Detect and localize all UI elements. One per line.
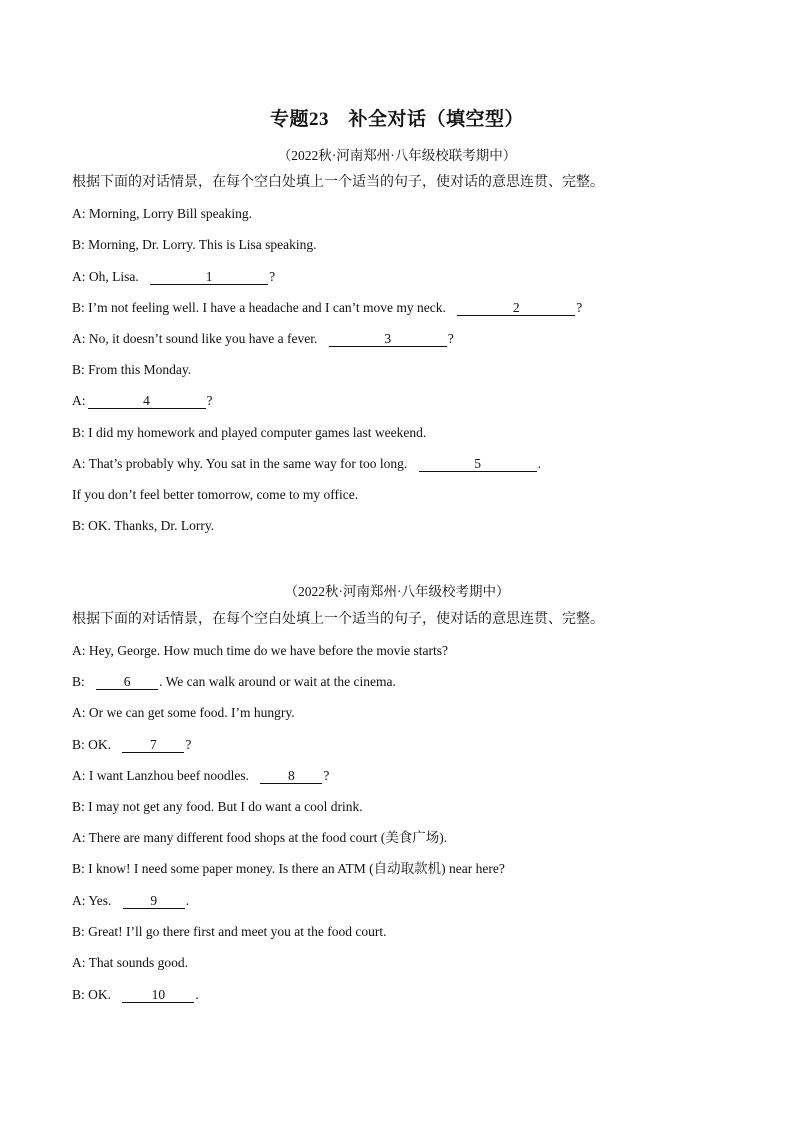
dialogue-line: A: Morning, Lorry Bill speaking. — [72, 206, 252, 221]
dialogue-line: A: Or we can get some food. I’m hungry. — [72, 705, 295, 720]
line-text: ? — [576, 300, 583, 315]
line-text: A: Oh, Lisa. — [72, 269, 143, 284]
dialogue-line — [72, 892, 189, 910]
page-title: 专题23 补全对话（填空型） — [269, 109, 524, 130]
line-text: A: No, it doesn’t sound like you have a fever. — [72, 331, 321, 346]
line-text: A: — [72, 393, 86, 408]
line-text: A: That’s probably why. You sat in the same way for too long. — [72, 456, 411, 471]
answer-blank-10[interactable]: 10 — [122, 987, 194, 1003]
line-text: ? — [269, 269, 276, 284]
section-1-source: （2022秋·河南郑州·八年级校联考期中） — [277, 148, 517, 163]
dialogue-line: B: From this Monday. — [72, 362, 192, 377]
line-text: B: OK. — [72, 737, 115, 752]
dialogue-line — [72, 455, 541, 473]
line-text: . — [185, 893, 190, 908]
section-1-instruction: 根据下面的对话情景，在每个空白处填上一个适当的句子，使对话的意思连贯、完整。 — [72, 175, 604, 190]
line-text: ? — [447, 331, 454, 346]
dialogue-line: B: Morning, Dr. Lorry. This is Lisa speaking. — [72, 237, 317, 252]
dialogue-line: B: Great! I’ll go there first and meet you at the food court. — [72, 924, 387, 939]
dialogue-line — [72, 736, 191, 754]
answer-blank-5[interactable]: 5 — [419, 456, 537, 472]
line-text: . We can walk around or wait at the cinema. — [159, 674, 396, 689]
dialogue-line — [72, 673, 396, 691]
dialogue-line: B: OK. Thanks, Dr. Lorry. — [72, 518, 215, 533]
section-2-instruction: 根据下面的对话情景，在每个空白处填上一个适当的句子，使对话的意思连贯、完整。 — [72, 612, 604, 627]
dialogue-line: A: There are many different food shops at the food court (美食广场). — [72, 830, 448, 845]
answer-blank-9[interactable]: 9 — [123, 893, 185, 909]
dialogue-line: B: I may not get any food. But I do want a cool drink. — [72, 799, 363, 814]
dialogue-line — [72, 767, 329, 785]
dialogue-line: A: That sounds good. — [72, 955, 189, 970]
answer-blank-3[interactable]: 3 — [329, 331, 447, 347]
line-text: ? — [323, 768, 330, 783]
answer-blank-1[interactable]: 1 — [150, 269, 268, 285]
line-text: B: OK. — [72, 987, 115, 1002]
line-text: A: Yes. — [72, 893, 115, 908]
dialogue-line — [72, 330, 454, 348]
dialogue-line: A: Hey, George. How much time do we have before the movie starts? — [72, 643, 449, 658]
dialogue-line — [72, 392, 213, 410]
line-text: ? — [206, 393, 213, 408]
dialogue-line — [72, 986, 199, 1004]
answer-blank-8[interactable]: 8 — [260, 768, 322, 784]
line-text: . — [537, 456, 541, 471]
dialogue-line: B: I know! I need some paper money. Is there an ATM (自动取款机) near here? — [72, 861, 505, 876]
line-text: B: I’m not feeling well. I have a headache and I can’t move my neck. — [72, 300, 450, 315]
line-text: ? — [185, 737, 192, 752]
dialogue-line: If you don’t feel better tomorrow, come to my office. — [72, 487, 359, 502]
dialogue-line — [72, 299, 582, 317]
dialogue-line — [72, 268, 275, 286]
line-text: A: I want Lanzhou beef noodles. — [72, 768, 253, 783]
dialogue-line: B: I did my homework and played computer games last weekend. — [72, 425, 427, 440]
section-2-source: （2022秋·河南郑州·八年级校考期中） — [284, 584, 510, 599]
answer-blank-7[interactable]: 7 — [122, 737, 184, 753]
line-text: B: — [72, 674, 89, 689]
answer-blank-4[interactable]: 4 — [88, 393, 206, 409]
line-text: . — [195, 987, 199, 1002]
answer-blank-6[interactable]: 6 — [96, 674, 158, 690]
answer-blank-2[interactable]: 2 — [457, 300, 575, 316]
